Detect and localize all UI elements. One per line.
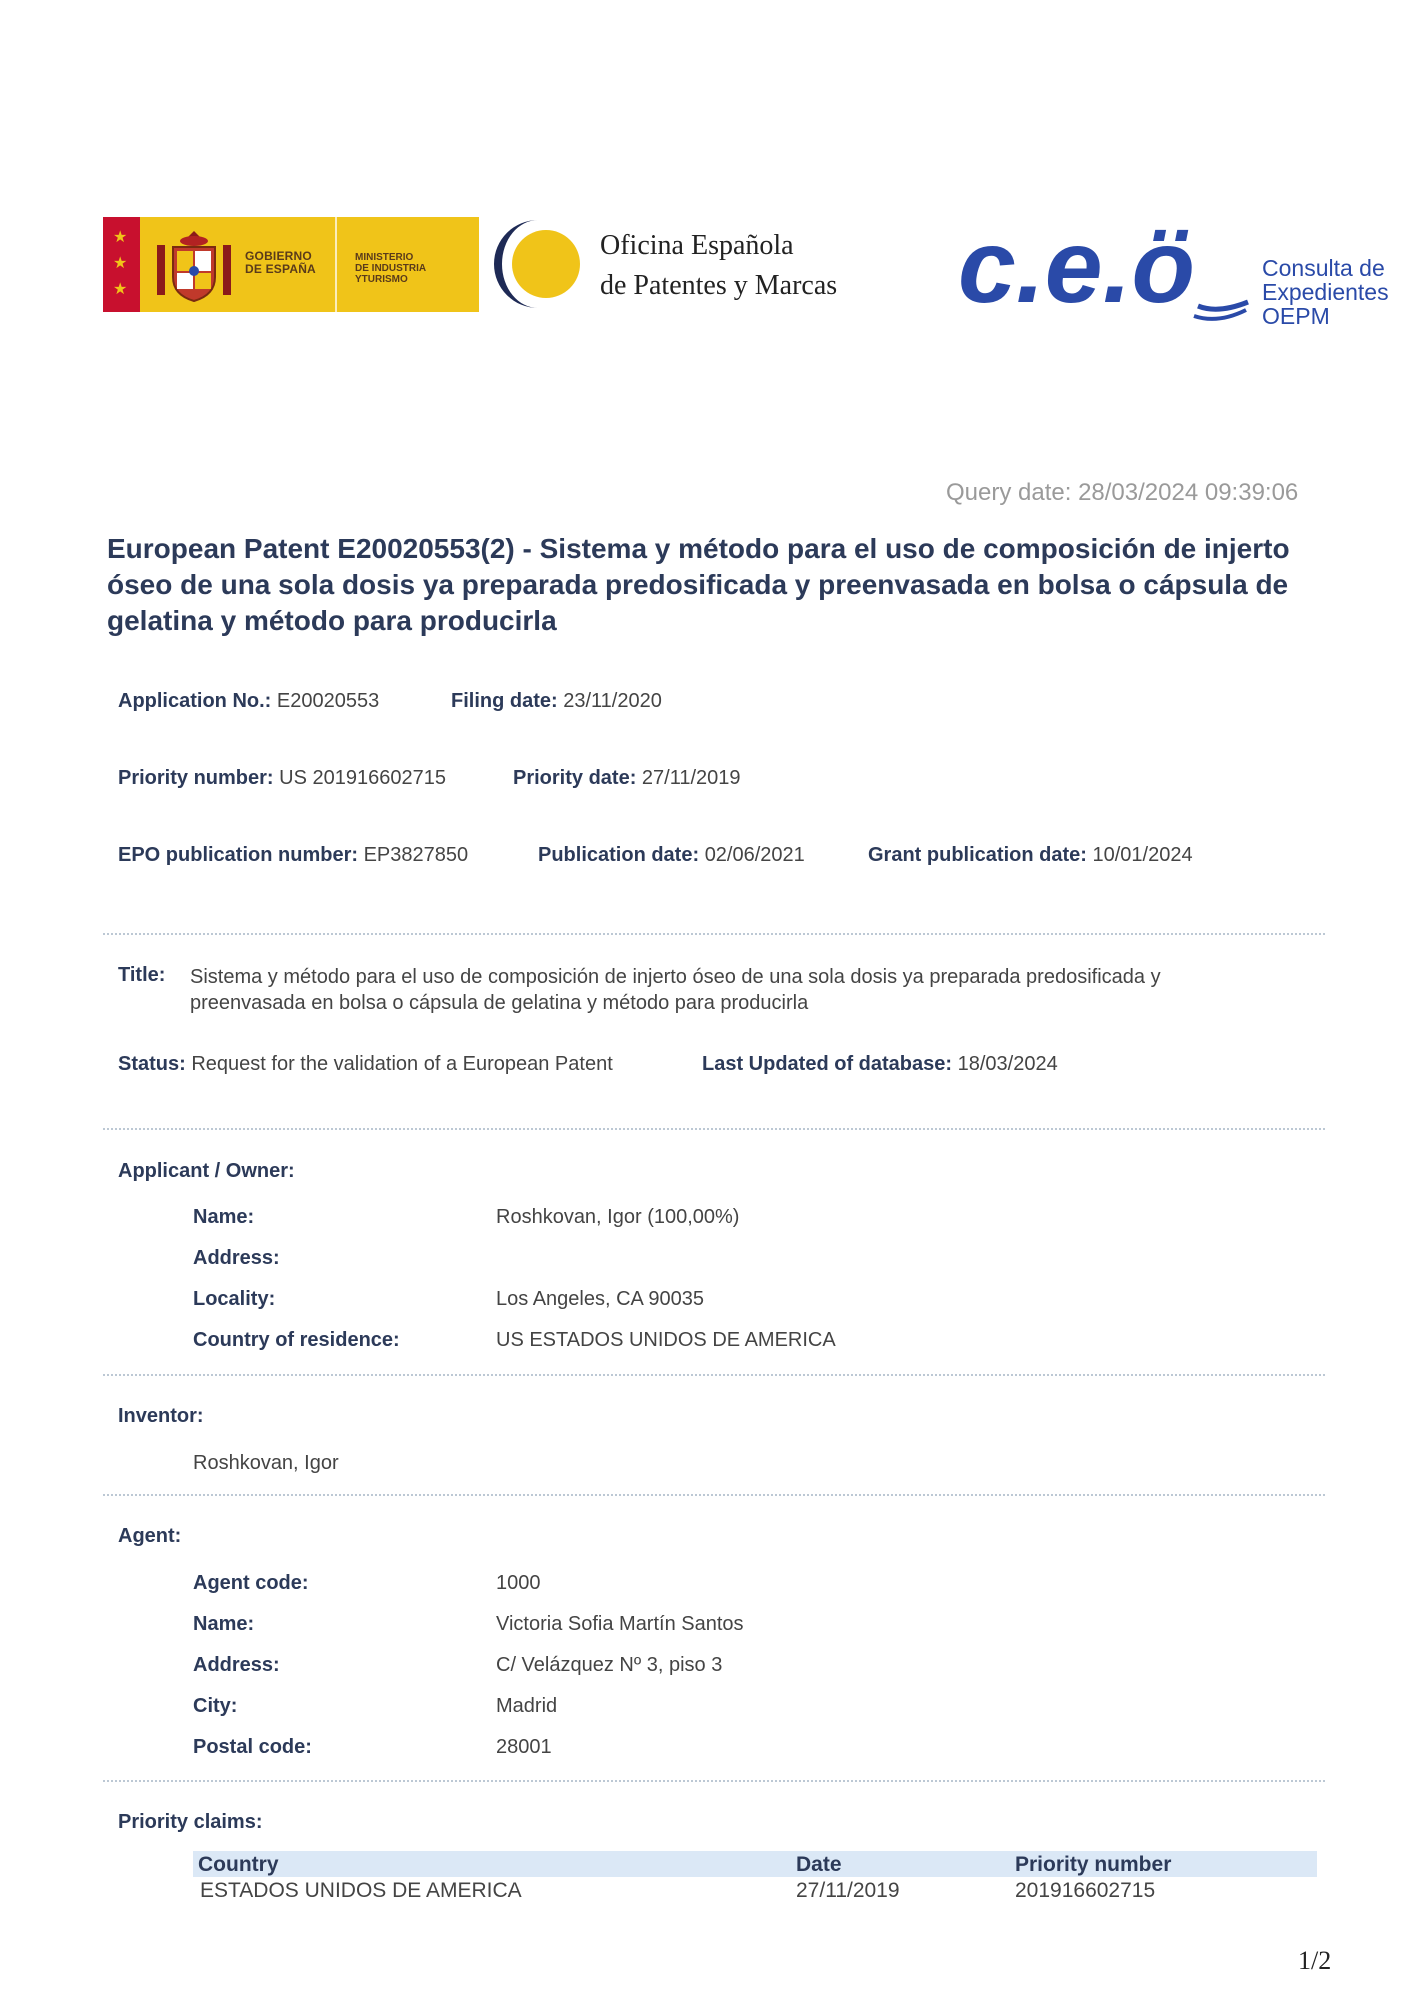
updated-row bbox=[702, 1053, 1058, 1076]
gov-line2: DE ESPAÑA bbox=[245, 262, 316, 276]
cell-date: 27/11/2019 bbox=[796, 1879, 900, 1902]
info-row-epo-pub bbox=[118, 844, 468, 867]
gov-logo-text bbox=[245, 250, 316, 276]
status-row bbox=[118, 1053, 613, 1076]
pub-date-value: 02/06/2021 bbox=[704, 844, 805, 866]
filing-date-label: Filing date: bbox=[451, 690, 558, 712]
applicant-country-label: Country of residence: bbox=[193, 1329, 400, 1351]
oepm-name-line1: Oficina Española bbox=[600, 230, 794, 261]
ministry-text bbox=[355, 252, 426, 285]
ceo-sub-line1: Consulta de bbox=[1262, 255, 1385, 281]
info-row-filing bbox=[451, 690, 662, 713]
grant-pub-label: Grant publication date: bbox=[868, 844, 1087, 866]
applicant-heading: Applicant / Owner: bbox=[118, 1160, 295, 1182]
info-row-priority-date bbox=[513, 767, 741, 790]
status-label: Status: bbox=[118, 1053, 186, 1075]
oepm-name-line2: de Patentes y Marcas bbox=[600, 270, 838, 301]
inventor-heading: Inventor: bbox=[118, 1405, 204, 1427]
page-number: 1/2 bbox=[1298, 1946, 1332, 1975]
divider bbox=[103, 1494, 1325, 1496]
query-date: Query date: 28/03/2024 09:39:06 bbox=[946, 479, 1299, 506]
priority-number-label: Priority number: bbox=[118, 767, 274, 789]
updated-value: 18/03/2024 bbox=[957, 1053, 1058, 1075]
applicant-locality-label: Locality: bbox=[193, 1288, 276, 1310]
cell-country: ESTADOS UNIDOS DE AMERICA bbox=[200, 1879, 522, 1902]
divider bbox=[103, 1128, 1325, 1130]
info-row-application bbox=[118, 690, 379, 713]
title-value bbox=[190, 964, 1161, 1016]
agent-name-label: Name: bbox=[193, 1613, 255, 1635]
priority-date-label: Priority date: bbox=[513, 767, 637, 789]
ceo-subtitle bbox=[1262, 256, 1389, 328]
oepm-name bbox=[600, 226, 837, 306]
gov-logo-divider bbox=[335, 217, 337, 312]
table-header-row bbox=[193, 1851, 1317, 1877]
government-of-spain-logo bbox=[103, 217, 479, 312]
applicant-address-label: Address: bbox=[193, 1247, 280, 1269]
agent-postal-value: 28001 bbox=[496, 1736, 552, 1758]
cell-priority-number: 201916602715 bbox=[1015, 1879, 1156, 1902]
info-row-pub-date bbox=[538, 844, 805, 867]
column-header-date: Date bbox=[796, 1853, 842, 1876]
ministry-line2: DE INDUSTRIA bbox=[355, 263, 427, 274]
page-title: European Patent E20020553(2) - Sistema y método para el uso de composición de injerto óseo de una sola dosis ya preparada predosificada y preenvasada en bolsa o cápsula de gelatina y método para producirla bbox=[107, 533, 1290, 636]
ceo-sub-line3: OEPM bbox=[1262, 303, 1330, 329]
agent-heading: Agent: bbox=[118, 1525, 182, 1547]
agent-name-value: Victoria Sofia Martín Santos bbox=[496, 1613, 744, 1635]
updated-label: Last Updated of database: bbox=[702, 1053, 953, 1075]
filing-date-value: 23/11/2020 bbox=[563, 690, 662, 712]
epo-pub-label: EPO publication number: bbox=[118, 844, 359, 866]
divider bbox=[103, 933, 1325, 935]
applicant-name-value: Roshkovan, Igor (100,00%) bbox=[496, 1206, 740, 1228]
agent-code-value: 1000 bbox=[496, 1572, 541, 1594]
inventor-name: Roshkovan, Igor bbox=[193, 1452, 339, 1474]
coat-of-arms-icon bbox=[155, 227, 233, 303]
applicant-country-value: US ESTADOS UNIDOS DE AMERICA bbox=[496, 1329, 836, 1351]
agent-city-value: Madrid bbox=[496, 1695, 558, 1717]
ministry-line1: MINISTERIO bbox=[355, 252, 414, 263]
divider bbox=[103, 1780, 1325, 1782]
epo-pub-value: EP3827850 bbox=[363, 844, 469, 866]
applicant-locality-value: Los Angeles, CA 90035 bbox=[496, 1288, 704, 1310]
column-header-priority-number: Priority number bbox=[1015, 1853, 1172, 1876]
eu-flag-strip bbox=[103, 217, 140, 312]
gov-line1: GOBIERNO bbox=[245, 249, 312, 263]
grant-pub-value: 10/01/2024 bbox=[1092, 844, 1193, 866]
agent-address-label: Address: bbox=[193, 1654, 280, 1676]
title-value-line1: Sistema y método para el uso de composición de injerto óseo de una sola dosis ya preparada predosificada y bbox=[190, 966, 1161, 988]
agent-code-label: Agent code: bbox=[193, 1572, 309, 1594]
status-value: Request for the validation of a European Patent bbox=[191, 1053, 613, 1075]
info-row-priority-number bbox=[118, 767, 446, 790]
title-value-line2: preenvasada en bolsa o cápsula de gelatina y método para producirla bbox=[190, 992, 809, 1014]
info-row-grant bbox=[868, 844, 1193, 867]
ceo-logo bbox=[958, 210, 1258, 330]
application-no-label: Application No.: bbox=[118, 690, 272, 712]
agent-postal-label: Postal code: bbox=[193, 1736, 312, 1758]
priority-number-value: US 201916602715 bbox=[279, 767, 446, 789]
ministry-line3: YTURISMO bbox=[355, 274, 408, 285]
divider bbox=[103, 1374, 1325, 1376]
ceo-logo-text: c.e.ö bbox=[958, 210, 1195, 325]
eu-stars-icon: ★ ★ ★ bbox=[113, 229, 128, 298]
application-no-value: E20020553 bbox=[276, 690, 380, 712]
ceo-sub-line2: Expedientes bbox=[1262, 279, 1389, 305]
title-label: Title: bbox=[118, 964, 166, 986]
column-header-country: Country bbox=[198, 1853, 279, 1876]
priority-claims-heading: Priority claims: bbox=[118, 1811, 263, 1833]
oepm-logo-icon bbox=[492, 218, 584, 310]
pub-date-label: Publication date: bbox=[538, 844, 700, 866]
applicant-name-label: Name: bbox=[193, 1206, 255, 1228]
agent-address-value: C/ Velázquez Nº 3, piso 3 bbox=[496, 1654, 723, 1676]
priority-date-value: 27/11/2019 bbox=[641, 767, 741, 789]
agent-city-label: City: bbox=[193, 1695, 238, 1717]
table-row bbox=[193, 1877, 1317, 1903]
priority-claims-table bbox=[193, 1851, 1317, 1903]
